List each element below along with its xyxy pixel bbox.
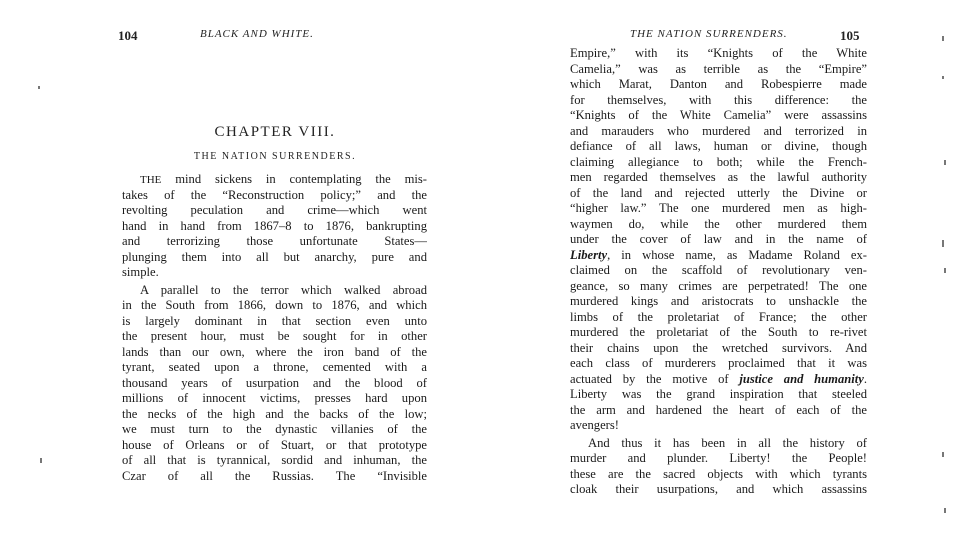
text-line: house of Orleans or of Stuart, or that prototype [122, 437, 427, 452]
text-line: lands than our own, where the iron band of the [122, 344, 427, 359]
text-line: cloak their usurpations, and which assassins [570, 482, 867, 496]
right-page [490, 0, 980, 549]
text-line: revolting peculation and crime—which went [122, 203, 427, 217]
text-line: of the land and rejected utterly the Divine or [570, 185, 867, 200]
running-head: BLACK AND WHITE. [200, 28, 314, 40]
scan-speck [942, 452, 944, 457]
scan-speck [944, 508, 946, 513]
text-line: geance, so many crimes are perpetrated! The one [570, 278, 867, 293]
text-line: Camelia,” was as terrible as the “Empire” [570, 61, 867, 76]
text-line: Empire,” with its “Knights of the White [570, 46, 867, 60]
text-line: “higher law.” The one murdered men as high- [570, 201, 867, 215]
text-line: murdered kings and aristocrats to unshackle the [570, 294, 867, 308]
text-line: Czar of all the Russias. The “Invisible [122, 468, 427, 483]
text-line: under the cover of law and in the name of [570, 232, 867, 246]
page-number: 105 [840, 28, 860, 43]
scan-speck [38, 86, 40, 89]
text-line: Liberty, in whose name, as Madame Roland ex- [570, 247, 867, 262]
text-line: the arm and hardened the heart of each of the [570, 402, 867, 417]
text-line: claimed on the scaffold of revolutionary ven- [570, 263, 867, 277]
text-line: THE mind sickens in contemplating the mis- [140, 172, 427, 186]
scan-speck [942, 76, 944, 79]
scan-speck [944, 268, 946, 273]
text-line: thousand years of usurpation and the blood of [122, 375, 427, 390]
text-line: takes of the “Reconstruction policy;” and the [122, 187, 427, 202]
text-line: limbs of the proletariat of France; the other [570, 309, 867, 324]
text-line: tyrant, seated upon a throne, cemented with a [122, 360, 427, 374]
right-body-text [570, 46, 867, 498]
text-line: each class of murderers proclaimed that it was [570, 356, 867, 370]
text-line: avengers! [570, 418, 619, 432]
text-line: and terrorizing those unfortunate States— [122, 234, 427, 248]
text-line: waymen do, while the other murdered them [570, 216, 867, 231]
text-line: is largely dominant in that section even unto [122, 313, 427, 328]
section-title: THE NATION SURRENDERS. [193, 151, 357, 162]
text-line: and marauders who murdered and terrorized in [570, 123, 867, 138]
text-line: for themselves, with this difference: the [570, 92, 867, 107]
text-line: plunging them into all but anarchy, pure and [122, 249, 427, 264]
page-number: 104 [118, 28, 138, 43]
left-body-text [122, 172, 427, 484]
text-line: in the South from 1866, down to 1876, and which [122, 298, 427, 312]
text-line: A parallel to the terror which walked abroad [140, 282, 427, 297]
text-line: of all that is tyrannical, sordid and inhuman, the [122, 453, 427, 467]
text-line: defiance of all laws, human or divine, though [570, 139, 867, 153]
text-line: these are the sacred objects with which tyrants [570, 466, 867, 481]
text-line: actuated by the motive of justice and humanity. [570, 371, 867, 386]
text-line: “Knights of the White Camelia” were assassins [570, 108, 867, 122]
scan-speck [942, 240, 944, 247]
text-line: we must turn to the dynastic villanies of the [122, 422, 427, 436]
text-line: men regarded themselves as the lawful authority [570, 170, 867, 184]
text-line: which Marat, Danton and Robespierre made [570, 77, 867, 91]
running-head: THE NATION SURRENDERS. [630, 28, 788, 40]
text-line: the necks of the high and the backs of the low; [122, 406, 427, 421]
text-line: claiming allegiance to both; while the French- [570, 154, 867, 169]
text-line: simple. [122, 265, 159, 279]
text-line: Liberty was the grand inspiration that steeled [570, 387, 867, 401]
scan-speck [40, 458, 42, 463]
text-line: murder and plunder. Liberty! the People! [570, 451, 867, 465]
text-line: millions of innocent victims, presses hard upon [122, 391, 427, 405]
text-line: murdered the proletariat of the South to re-rivet [570, 325, 867, 339]
text-line: And thus it has been in all the history of [588, 435, 867, 450]
text-line: the present hour, must be sought for in other [122, 329, 427, 343]
text-line: their chains upon the wretched survivors. And [570, 340, 867, 355]
chapter-title: CHAPTER VIII. [214, 124, 336, 140]
scan-speck [942, 36, 944, 41]
text-line: hand in hand from 1867–8 to 1876, bankrupting [122, 218, 427, 233]
scan-speck [944, 160, 946, 165]
